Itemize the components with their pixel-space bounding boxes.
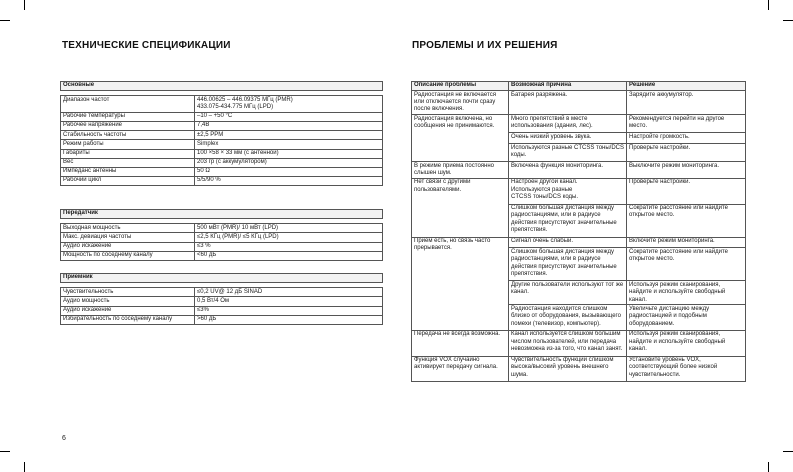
spec-label: Аудио мощность — [61, 297, 195, 306]
spec-value: 203 гр (с аккумулятором) — [195, 158, 383, 167]
spec-value: –10 – +50 °C — [195, 112, 383, 121]
specs-title: ТЕХНИЧЕСКИЕ СПЕЦИФИКАЦИИ — [62, 40, 231, 51]
spec-value: 50 Ω — [195, 167, 383, 176]
cause-cell: Слишком большая дистанция между радиостанциями, или в радиусе действия присутствуют значительные препятствия. — [509, 204, 627, 237]
table-row — [412, 91, 746, 115]
spec-value: >60 дБ — [195, 315, 383, 324]
cause-cell: Чувствительность функции слишком высока/высокий уровень внешнего шума. — [509, 356, 627, 382]
spec-value: <60 дБ — [195, 251, 383, 260]
spec-value: ≤0,2 UV@ 12 дБ SINAD — [195, 288, 383, 297]
solution-cell: Проверьте настройки. — [627, 178, 746, 204]
section-header: Основные — [61, 82, 383, 91]
crop-mark — [24, 0, 25, 10]
spec-value: 446.00625 – 446.09375 МГц (PMR) 433.075-434.775 МГц (LPD) — [195, 96, 383, 113]
spec-label: Диапазон частот — [61, 96, 195, 113]
spec-table-transmitter — [60, 209, 383, 261]
column-header-problem: Описание проблемы — [412, 82, 509, 91]
cause-cell: Канал используется слишком большим числом пользователей, или передача невозможна из-за того, что канал занят. — [509, 331, 627, 357]
solution-cell: Настройте громкость. — [627, 133, 746, 144]
solution-cell: Включите режим мониторинга. — [627, 237, 746, 248]
spec-table-receiver — [60, 273, 383, 325]
problem-cell: Радиостанция включена, но сообщения не принимаются. — [412, 115, 509, 162]
spec-label: Выходная мощность — [61, 224, 195, 233]
spec-label: Чувствительность — [61, 288, 195, 297]
cause-cell: Другие пользователи используют тот же канал. — [509, 281, 627, 305]
spec-value: ≤3 % — [195, 242, 383, 251]
crop-mark — [0, 451, 10, 452]
cause-cell: Очень низкий уровень звука. — [509, 133, 627, 144]
spec-label: Избирательность по соседнему каналу — [61, 315, 195, 324]
solution-cell: Установите уровень VOX, соответствующий более низкой чувствительности. — [627, 356, 746, 382]
crop-mark — [783, 451, 793, 452]
table-row — [61, 96, 383, 113]
crop-mark — [783, 20, 793, 21]
table-row — [61, 306, 383, 315]
spec-value: ≤2,5 КГц (PMR)/ ≤5 КГц (LPD) — [195, 233, 383, 242]
table-row — [61, 288, 383, 297]
spec-value: 5/5/90 % — [195, 177, 383, 186]
cause-cell: Много препятствий в месте использования (здания, лес). — [509, 115, 627, 133]
solution-cell: Сократите расстояние или найдите открытое место. — [627, 204, 746, 237]
cause-cell: Используются разные CTCSS тоны/DCS коды. — [509, 144, 627, 162]
cause-cell: Радиостанция находится слишком близко от оборудования, вызывающего помехи (телевизор, компьютер). — [509, 305, 627, 331]
table-row — [412, 356, 746, 382]
troubleshooting-table — [411, 81, 746, 382]
solution-cell: Зарядите аккумулятор. — [627, 91, 746, 115]
table-row — [61, 315, 383, 324]
section-header: Приемник — [61, 274, 383, 283]
problem-cell: Радиостанция не включается или отключается почти сразу после включения. — [412, 91, 509, 115]
solution-cell: Сократите расстояние или найдите открытое место. — [627, 248, 746, 281]
problem-cell: Прием есть, но связь часто прерывается. — [412, 237, 509, 330]
table-row — [412, 178, 746, 204]
spec-label: Режим работы — [61, 140, 195, 149]
table-row — [61, 177, 383, 186]
cause-cell: Слишком большая дистанция между радиостанциями, или в радиусе действия присутствуют значительные препятствия. — [509, 248, 627, 281]
spec-value: ±2,5 PPM — [195, 131, 383, 140]
table-row — [61, 242, 383, 251]
column-header-cause: Возможная причина — [509, 82, 627, 91]
solution-cell: Увеличьте дистанцию между радиостанцией и подобным оборудованием. — [627, 305, 746, 331]
spec-label: Рабочие температуры — [61, 112, 195, 121]
solution-cell: Проверьте настройки. — [627, 144, 746, 162]
table-row — [412, 237, 746, 248]
column-header-solution: Решение — [627, 82, 746, 91]
cause-cell: Батарея разряжена. — [509, 91, 627, 115]
crop-mark — [768, 462, 769, 472]
table-header-row — [412, 82, 746, 91]
table-row — [61, 251, 383, 260]
table-row — [61, 140, 383, 149]
table-row — [412, 331, 746, 357]
section-header: Передатчик — [61, 210, 383, 219]
problem-cell: Нет связи с другими пользователями. — [412, 178, 509, 237]
spec-label: Мощность по соседнему каналу — [61, 251, 195, 260]
spec-label: Габариты — [61, 149, 195, 158]
cause-cell: Сигнал очень слабый. — [509, 237, 627, 248]
spec-label: Аудио искажение — [61, 306, 195, 315]
spec-value: 100 ×58 × 33 мм (с антенной) — [195, 149, 383, 158]
table-row — [61, 167, 383, 176]
solution-cell: Используя режим сканирования, найдите и используйте свободный канал. — [627, 331, 746, 357]
spec-value: 7,4В — [195, 121, 383, 130]
spec-value: 0,5 Вт/4 Ом — [195, 297, 383, 306]
troubleshooting-title: ПРОБЛЕМЫ И ИХ РЕШЕНИЯ — [412, 40, 558, 51]
spec-value: 500 мВт (PMR)/ 10 мВт (LPD) — [195, 224, 383, 233]
spec-label: Макс. девиация частоты — [61, 233, 195, 242]
table-row — [61, 149, 383, 158]
cause-cell: Настроен другой канал. Используются разные CTCSS тоны/DCS коды. — [509, 178, 627, 204]
table-row — [61, 297, 383, 306]
spec-label: Вес — [61, 158, 195, 167]
problem-cell: Функция VOX случайно активирует передачу сигнала. — [412, 356, 509, 382]
spec-table-main — [60, 81, 383, 186]
table-row — [61, 158, 383, 167]
spec-label: Импеданс антенны — [61, 167, 195, 176]
solution-cell: Используя режим сканирования, найдите и используйте свободный канал. — [627, 281, 746, 305]
table-row — [61, 224, 383, 233]
table-row — [61, 131, 383, 140]
cause-cell: Включена функция мониторинга. — [509, 162, 627, 179]
spec-label: Рабочий цикл — [61, 177, 195, 186]
spec-label: Рабочее напряжение — [61, 121, 195, 130]
table-row — [412, 115, 746, 133]
crop-mark — [0, 20, 10, 21]
problem-cell: В режиме приема постоянно слышен шум. — [412, 162, 509, 179]
table-row — [61, 233, 383, 242]
problem-cell: Передача не всегда возможна. — [412, 331, 509, 357]
table-row — [412, 162, 746, 179]
page-number: 6 — [62, 435, 66, 442]
crop-mark — [24, 462, 25, 472]
spec-label: Аудио искажение — [61, 242, 195, 251]
table-row — [61, 112, 383, 121]
section-header-row — [61, 82, 383, 91]
table-row — [61, 121, 383, 130]
spec-value: Simplex — [195, 140, 383, 149]
solution-cell: Выключите режим мониторинга. — [627, 162, 746, 179]
spec-value: ≤3% — [195, 306, 383, 315]
solution-cell: Рекомендуется перейти на другое место. — [627, 115, 746, 133]
section-header-row — [61, 210, 383, 219]
section-header-row — [61, 274, 383, 283]
crop-mark — [768, 0, 769, 10]
spec-label: Стабильность частоты — [61, 131, 195, 140]
